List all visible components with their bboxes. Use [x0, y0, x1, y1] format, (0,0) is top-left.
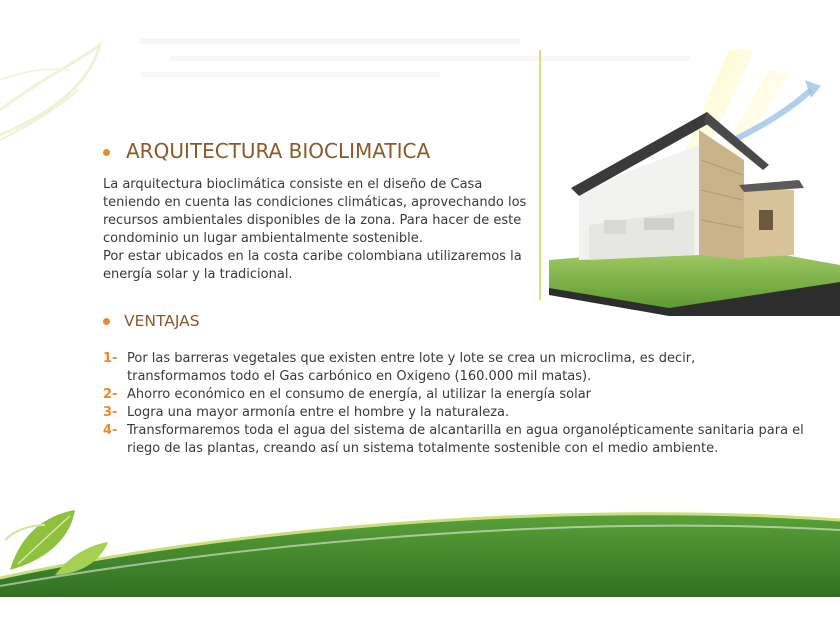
item-line: Transformaremos toda el agua del sistema de alcantarilla en agua organolépticamente sanitaria para el [127, 423, 804, 438]
section-title: ARQUITECTURA BIOCLIMATICA [126, 139, 431, 163]
intro-line: teniendo en cuenta las condiciones climáticas, aprovechando los [103, 195, 527, 210]
vertical-divider [539, 50, 541, 300]
item-number: 2- [103, 387, 118, 402]
grass-banner [0, 500, 840, 600]
list-item [103, 404, 823, 422]
ventajas-list [103, 350, 823, 458]
item-number: 1- [103, 351, 118, 366]
item-line: Logra una mayor armonía entre el hombre y la naturaleza. [127, 405, 510, 420]
intro-paragraph [103, 176, 527, 284]
bullet-dot-icon [103, 318, 110, 325]
item-number: 4- [103, 423, 118, 438]
ventajas-title: VENTAJAS [124, 312, 200, 330]
intro-line: energía solar y la tradicional. [103, 267, 293, 282]
item-line: Ahorro económico en el consumo de energía, al utilizar la energía solar [127, 387, 592, 402]
bottom-margin [0, 597, 840, 630]
leaf-outline-icon [0, 40, 110, 180]
item-line: riego de las plantas, creando así un sistema totalmente sostenible con el medio ambiente. [127, 441, 719, 456]
item-line: Por las barreras vegetales que existen entre lote y lote se crea un microclima, es decir, [127, 351, 696, 366]
list-item [103, 386, 823, 404]
leaf-sprout-icon [0, 500, 110, 580]
item-number: 3- [103, 405, 118, 420]
list-item [103, 422, 823, 458]
item-line: transformamos todo el Gas carbónico en Oxigeno (160.000 mil matas). [127, 369, 592, 384]
intro-line: Por estar ubicados en la costa caribe colombiana utilizaremos la [103, 249, 522, 264]
bioclimatic-house-illustration [549, 50, 840, 316]
intro-line: La arquitectura bioclimática consiste en el diseño de Casa [103, 177, 483, 192]
bullet-dot-icon [103, 149, 110, 156]
intro-line: recursos ambientales disponibles de la zona. Para hacer de este [103, 213, 522, 228]
list-item [103, 350, 823, 386]
intro-line: condominio un lugar ambientalmente sostenible. [103, 231, 423, 246]
